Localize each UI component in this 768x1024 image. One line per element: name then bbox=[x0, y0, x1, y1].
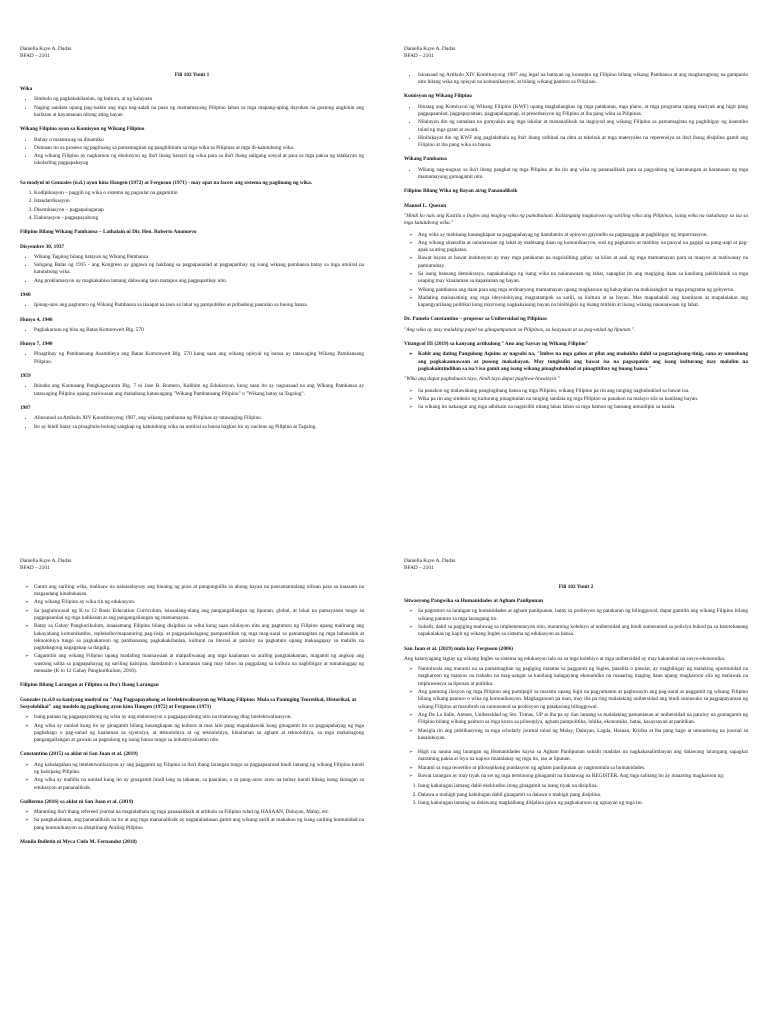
list-item: ➢ Masigla rin ang publikasyong sa mga scholarly journal tulad ng Malay, Daluyan, Lagda, Hasaan, Kritika at iba pang bago at umuusbong na journal sa kasalukuyan. bbox=[418, 728, 748, 743]
list-item: • Ibinaba ang Kautusang Pangkagawaran Blg. 7 ni Jose B. Romero, Kalihim ng Edukasyon, kung saan ito ay nagsasaad na ang Wikang Pambansa ay tatawaging Pilipino upang maiiwasan ang mahabang katawagang "Wikang Pambansang Pilipino" o "Wikang batay sa Tagalog". bbox=[34, 383, 364, 398]
arrow-list bbox=[404, 232, 748, 310]
author-section: BFAD – 2101 bbox=[20, 564, 50, 571]
document-page-3 bbox=[0, 512, 384, 1024]
section-heading: Sitwasyong Pangwika sa Humanidades at Agham Panlipunan bbox=[404, 598, 543, 605]
list-item: • Pinagtibay ng Pambansang Asambleya ang Batas Komonwelt Blg. 570 kung saan ang wikang opisyal ng bansa ay tatawaging Wikang Pambansang Pilipino. bbox=[34, 351, 364, 366]
list-item: • Ang wikang Filipino ay nagkaroon ng ebolusyon ng iba't ibang barayti ng wika para sa iba't ibang saligang sosyal at para sa mga paksa ng talakayan ng iskolarling pagpapahayag bbox=[34, 153, 364, 168]
document-page-4 bbox=[384, 512, 768, 1024]
bullet-list bbox=[20, 383, 364, 398]
list-item: • Dumaan ito sa proseso ng paglinang sa pamamagitan ng panghihiram sa mga wika sa Pilipinas at mga di-katutubong wika. bbox=[34, 145, 364, 152]
arrow-list bbox=[404, 666, 748, 742]
section-heading: Manila Bulletin ni Myca Cielo M. Fernandez (2018) bbox=[20, 839, 137, 846]
quote: "Wika ang dapat pagbubuoin tayo, hindi tayo dapat paghiwa-hiwalayin." bbox=[404, 376, 560, 383]
list-item: ➢ Ang De La Salle, Ateneo, Unibersidad ng Sto. Tomas, UP at iba pa ay ilan lamang sa malalaking pamantasan at unibersidad na patuloy na gumagamit ng Filipino bilang wikang panturo sa mga kurso sa pilosopiya, agham pampolitika, lohika, ekonomiks, batas, kasaysayan at panitikan. bbox=[418, 712, 748, 727]
arrow-list bbox=[20, 714, 364, 744]
section-heading: Manuel L. Quezon bbox=[404, 202, 447, 209]
author-name: Daniella Kaye A. Dudas bbox=[20, 46, 72, 52]
list-item: ➢ Sa panahon ng malawakang pangingibang bansa ng mga Pilipino, wikang Filipino pa rin ang tanging nagbubuklod sa bawat isa. bbox=[418, 388, 748, 395]
section-heading: Filipino Bilang Wika ng Bayan at/ng Pananaliksik bbox=[404, 188, 518, 195]
page-title: Fili 102 Yunit 1 bbox=[174, 71, 210, 78]
author-name: Daniella Kaye A. Dudas bbox=[404, 558, 456, 564]
list-item: 1. Isang kahulugan lamang dahil eksklusibo itong ginagamit sa isang tiyak na disiplina. bbox=[418, 783, 748, 790]
list-item: ➢ Sa isang bansang demokrasya, napakahalaga ng isang wika na naiunawaan ng lahat, sapagkat ito ang magiging daan sa kanilang pakikilahok sa mga usaping may kinalaman sa kapakanan ng bayan. bbox=[418, 271, 748, 286]
section-heading: Wikang Pambansa bbox=[404, 156, 447, 163]
list-item: ➢ Naniniwala ang marami na sa pamamagitan ng pagiging matatas sa paggamit ng Ingles, pasalita o pasulat, ay magbibigay ng malaking oportunidad na magkaroon ng maayos na trabaho na mag-aangat sa kanilang kalagayang ekonomiko na maaaring maging daan upang magkaroon sila ng malawak na impluwensya sa lipunan at politika. bbox=[418, 666, 748, 688]
list-item: ➢ Ang wika ay uunlad kung ito ay ginagamit bilang kasangkapan ng kultura at mas lalo pang mapalalawak kung ginagamit ito sa pagpapahayag ng mga pagbabago o pag-unlad ng kaalaman sa siyensiya, at teknolohiya at ng teknolohiya, kinalaman sa agham at teknolohiya, sa mga makabagong pangangailangan at gawain sa pagsulong ng isang bansa tungo sa industriyalisemo nito. bbox=[34, 723, 364, 745]
list-item: ➢ Subalit, dahil sa pagiging maluwag sa implementasyon nito, maraming kolehiyo at unibersidad ang hindi sumusunod sa polisiya bukod pa sa katotohanang napakalakas ng kapit ng wikang Ingles sa sistema ng edukasyon sa bansa. bbox=[418, 624, 748, 639]
list-item: 2. Istandardisasyon bbox=[34, 198, 364, 205]
list-item: ➢ Higit na nauna ang larangan ng Humanidades kaysa sa Agham Panlipunan subalit madalas na nagkakasalimbayan ang dalawang larangang sapagkat maraming paksa at isyu na kapwa tinatalakay ng mga ito, tao at lipunan. bbox=[418, 749, 748, 764]
page-title: Fili 102 Yunit 2 bbox=[558, 583, 594, 590]
document-page-2 bbox=[384, 0, 768, 512]
list-item: • Isinasaad ng Artikulo XIV Kontitusyong 1987 ang legal na batayan ng konsepto ng Filipino bilang wikang Pambansa at ang magkarugtong na gampanin nito bilang wika ng opisyal na komunikasyon, at bilang wikang panturo sa Pilipinas. bbox=[418, 72, 748, 87]
arrow-list bbox=[20, 762, 364, 792]
section-heading: Guillermo (2016) sa aklat ni San Juan et al. (2019) bbox=[20, 798, 134, 805]
list-item: ➢ Sa pagluluwasal ng K to 12 Basic Education Curriculum, isinaalang-alang ang pangangailangan ng lipunan, global, at lokal na pamayanan tungo sa pagpapaunlad ng mga kalikasan at ang pangangailangan ng mamamayan. bbox=[34, 608, 364, 623]
list-item: ➢ Isang paraan ng pagpapayabong ng wika ay ang elaborasyon o pagpapayabong nito na tinatawag ding intelektwalisasyon. bbox=[34, 714, 364, 721]
section-heading: Filipino Bilang Wikang Pambansa – Lathalain ni Dir. Hen. Roberto Anonuevo bbox=[20, 229, 197, 236]
section-heading: Gonzales (n.d.0 sa kaniyang modyul na "Ang Pagpapayabong at Intelektwalisasyon ng Wikang Filipino: Mula sa Paninging Teoretikal, Historikal, at Sosyolohikal" ang modelo ng paglinang ayon kina Haugen (1972) at Ferguson (1971) bbox=[20, 696, 357, 710]
list-item: ➢ Gamit ang sariling wika, malinaw na naisasalaysay ang hinaing ng puso at pangungulila sa ahong bayan na pansamantalang nilisan para sa inaasam na magandang kinabukasan. bbox=[34, 584, 364, 599]
list-item: 3. Isang kahulugan lamang sa dalawang magkaibang disiplina gawa ng pagkakaroon ng ugnayan ng mga ito. bbox=[418, 800, 748, 807]
section-heading: Wika bbox=[20, 86, 33, 93]
bullet-list bbox=[20, 96, 364, 119]
list-item: • Nilalayon din ng samahan na gumyakin ang mga iskolar at mananaliksik na itaguyod ang wikang Filipino sa pamamagitan ng pagbibigay ng insentibo tulad ng mga grant at award. bbox=[418, 119, 748, 134]
list-item: • Ang proklamasyon ay magkakabisa lamang dalawang taon matapos ang pagpapatibay nito. bbox=[34, 278, 364, 285]
bullet-list bbox=[20, 415, 364, 431]
author-name: Daniella Kaye A. Dudas bbox=[20, 558, 72, 564]
arrow-list bbox=[20, 809, 364, 832]
list-item: ➢ Ang wikang Filipino ay wika rin ng edukasyon. bbox=[34, 599, 364, 606]
author-section: BFAD – 2101 bbox=[20, 52, 50, 59]
list-item: 4. Elaborasyon - pagpapayabong bbox=[34, 215, 364, 222]
section-heading: Komisyon ng Wikang Filipino bbox=[404, 93, 472, 100]
author-name: Daniella Kaye A. Dudas bbox=[404, 46, 456, 52]
list-item: ➢ Wikang pambansa ang daan para ang mga ordinaryong mamamayan upang magkaroon ng kakayahan na makisangkot sa mga programa ng gobyerno. bbox=[418, 287, 748, 294]
date-heading: 1940 bbox=[20, 291, 31, 298]
bullet-list bbox=[20, 254, 364, 285]
list-item: ➢ Ang wika ay mabilis na uunlad kung ito ay ginagamit hindi lang sa tahanan, sa paaralan, o sa pang-araw araw na buhay kundi bilang isang larangan sa edukasyon at pananaliksik. bbox=[34, 777, 364, 792]
date-heading: Disyembre 30, 1937 bbox=[20, 243, 65, 250]
list-item: ➢ Gagamitin ang wikang Filipino upang madaling maunawaan at maipaliwanag ang mga kaalaman sa araling pangtalakaman, magamit ng angkop ang wastong salita sa pagpapahayag ng sariling kaisipan, damdamin o karanasan nang may lubos na paggalang sa kultura na nagbibigay at tumatanggap ng mensahe (K to 12 Gabay Pangkurikulum, 2016). bbox=[34, 653, 364, 675]
list-item: • Simbolo ng pagkakakilanlan, ng kultura, at ng kalayaan bbox=[34, 96, 364, 103]
list-item: 1. Kodipikasyon – paggili ng wika o sistema ng pagsulat na gagamitin bbox=[34, 190, 364, 197]
author-section: BFAD – 2101 bbox=[404, 52, 434, 59]
bullet-list bbox=[20, 351, 364, 366]
date-heading: 1959 bbox=[20, 373, 31, 380]
list-item: ➢ Maraming iba't ibang refereed journal na maglalathala ng mga pananaliksik at artikulo sa Filipino tulad ng HASAAN, Daluyan, Malay, etc. bbox=[34, 809, 364, 816]
bullet-list bbox=[20, 327, 364, 334]
author-block bbox=[404, 558, 748, 572]
list-item: • Wikang nag-uugnay sa iba't ibang pangkat ng mga Pilipino at ito rin ang wika ng pananaliksik para sa pagyabong ng karunungan at karanasan ng mga mamamayang gumagamit nito. bbox=[418, 167, 748, 182]
list-item: ➢ Wika pa rin ang simbolo ng kulturang pinagmulan na tanging sandata ng mga Pilipino sa panahon na malayo sila sa kanilang bayan. bbox=[418, 396, 748, 403]
author-block bbox=[20, 46, 364, 60]
arrow-list bbox=[404, 749, 748, 780]
list-item: • Wikang Tagalog bilang batayan ng Wikang Pambansa bbox=[34, 254, 364, 261]
paragraph: Ang katanyagang taglay ng wikang Ingles sa sistema ng edukasyon lalo na sa mga kolehiyo at mga unibersidad ay may kakambal na sosyo-ekonomiko. bbox=[404, 655, 726, 662]
list-item: • Ito ay hindi batay sa pinagbulo-bulong sangkap ng katutubong wika na umiiral sa bansa bagkus ito ay nucleus ng Pilipino at Tagalog. bbox=[34, 424, 364, 431]
author-block bbox=[20, 558, 364, 572]
arrow-list bbox=[404, 388, 748, 412]
quote: "Hindi ko nais ang Kastila o Ingles ang maging wika ng pamahalaan. Kailangang magkaroon ng sariling wika ang Pilipinas, isang wika na nakabatay sa isa sa mga katutubong wika." bbox=[404, 212, 748, 227]
list-item: • Saligang Batas ng 1935 - ang Kongreso ay gagawa ng hakbang sa pagpapaunlad at pagpapatibay ng isang wikang pambansa batay sa mga umiiral na katutubong wika. bbox=[34, 262, 364, 277]
section-heading: Sa modyul ni Gonzales (n.d.) ayon kina Haugen (1972) at Ferguson (1971) - may apat na facets ang sistema ng paglinang ng wika. bbox=[20, 179, 313, 186]
list-item: ➢ Sa pagtuturo sa larangan ng humanidades at agham panlipunan, batay sa probisyon ng patakaran ng bilingguwal, dapat gamitin ang wikang Filipino bilang wikang panturo sa mga larangang ito. bbox=[418, 608, 748, 623]
bullet-list bbox=[404, 72, 748, 87]
section-heading: Filipino Bilang Larangan at Filipino sa Iba't Ibang Larangan bbox=[20, 682, 159, 689]
numbered-list bbox=[20, 190, 364, 222]
list-item: • Pagkakaroon ng bisa ng Batas Komonwelt Blg. 570 bbox=[34, 327, 364, 334]
list-item: 2. Dalawa o mahigit pang kahulugan dahil ginagamit sa dalawa o mahigit pang disiplina. bbox=[418, 792, 748, 799]
section-heading: Vitangcol III (2019) sa kanyang artikulong "Ano ang Saysay ng Wikang Filipino" bbox=[404, 341, 589, 348]
list-item: 3. Diseminasyon – pagpapalaganap bbox=[34, 207, 364, 214]
document-page-1 bbox=[0, 0, 384, 512]
section-heading: Constantino (2015) sa aklat ni San Juan et al. (2019) bbox=[20, 751, 138, 758]
arrow-list bbox=[404, 608, 748, 638]
date-heading: 1987 bbox=[20, 404, 31, 411]
arrow-list bbox=[20, 584, 364, 676]
date-heading: Hunyo 4, 1946 bbox=[20, 316, 53, 323]
list-item: ➢ Ang wikang sinasalita at naiunawaan ng lahat ay mabisang daan ng komunikasyon, susi ng pagkatuto at matibay na panyal na gagapi sa pang-aapi at pag-apak sa ating pagkatao. bbox=[418, 240, 748, 255]
author-section: BFAD – 2101 bbox=[404, 564, 434, 571]
section-heading: Dr. Pamela Constantino – propesor sa Unibersidad ng Pilipinas bbox=[404, 316, 547, 323]
list-item: • Buhay o matatawag na dinamiko bbox=[34, 137, 364, 144]
list-item: ➢ Ang wika ay mabisang kasangkapan sa pagpapahayag ng damdamin at opinyon gayundin sa pagtanggap at pagbibigay ng impormasyon. bbox=[418, 232, 748, 239]
numbered-list bbox=[404, 783, 748, 807]
list-item: ➢ Bawat bayan at bawat institusyon ay may mga patakaran na nagsisilbing gabay sa kilos at asal ng mga mamamayan para sa maayos at matiwasay na pamumuhay. bbox=[418, 255, 748, 270]
list-item: • Hinihikayat din ng KWF ang paglalathala ng iba't ibang orihinal na obra at teksbuk at mga materyales na reperensiya sa iba't ibang disiplina gamit ang Filipino at iba pang wika sa bansa. bbox=[418, 135, 748, 150]
list-item: • Ipinag-utos ang pagtuturo ng Wikang Pambansa sa ikaapat na taon sa lahat ng pampubliko at pribadong paaralan sa buong bansa. bbox=[34, 302, 364, 309]
arrow-list bbox=[404, 351, 748, 373]
date-heading: Hunyo 7, 1940 bbox=[20, 341, 53, 348]
list-item: ➢ Sa pangkalahatan, ang pananaliksik na ito at ang mga mananaliksik ay nagtatalastasan gamit ang wikang sarili at makabuo ng isang sariling komunidad na pang komunikasyon sa disiplinang Araling Pilipino bbox=[34, 817, 364, 832]
list-item: ➢ Madaling maisasatinig ang mga ideyolohiyang magtatampok sa sarili, sa kultura at sa bayan. Mas mapadadali ang kaunlaran at mapalalakas ang kapangyarihang politikal kung mayroong nagkakaisang bayan na binibigkis ng iisang mithiin at iisang wikang nauunawaan ng lahat. bbox=[418, 295, 748, 310]
list-item: ➢ Sa wikang ito nakaugat ang mga adhikain na nagsisilbi nilang lakas laban sa mga hamon ng bansang umuulipin sa kanila. bbox=[418, 404, 748, 411]
quote: "Ang wika ay may malaking papel na ginagampanan sa Pilipinas, sa kaayusan at sa pag-unlad ng lipunan.". bbox=[404, 326, 636, 333]
list-item: ➢ Ang kahalagahan ng intelektwalisasyon ay ang paggamit ng Filipino sa iba't ibang larangan tungo sa pagpapaunlad hindi lamang ng wikang Filipino kundi ng kaisipang Pilipino. bbox=[34, 762, 364, 777]
author-block bbox=[404, 46, 748, 60]
bullet-list bbox=[20, 137, 364, 168]
section-heading: Wikang Filipino ayon sa Komisyon ng Wikang Filipino bbox=[20, 126, 145, 133]
section-heading: San Juan et al. (2019) mula kay Ferguson (2006) bbox=[404, 645, 514, 652]
bullet-list bbox=[404, 104, 748, 150]
list-item: ➢ Batay sa Gabay Pangkurikulum, inaasamang Filipino bilang disiplina sa wika kung saan nilalayon nito ang pagtuturo ng Filipino upang malinang ang kakayahang komunikatibo, repleksibo/mapanuring pag-iisip, at pagpapahalagang pampanitikan ng mga mag-aaral sa pamamagitan ng mga babasahin at teknolohiya tungo sa pagkakaroon ng pambansang pagkakakilanlan, kultural na literasi at patuloy na pagkatuto upang makaagapay sa mabilis na pagbabagong nagaganap sa daigdig. bbox=[34, 623, 364, 652]
list-item: ➢ Marami sa mga teoretiko at pilosopikong pundasyon ng agham panlipunan ay nagmumula sa humanidades. bbox=[418, 765, 748, 772]
list-item: ➢ Ang ganitong ilusyon ng mga Pilipino ang pumipigil sa marami upang higit na pagyamanin at paghusayin ang pag-aaral at paggamit ng wikang Filipino bilang wikang panturo o wika ng komunikasyon. Magkaganoon pa man, may iba pa ring malalaking unibersidad ang hindi sumusuko sa pagpapayaman ng wikang Filipino at marubrob na sumusunod sa probisyon ng patakarang bilingguwal. bbox=[418, 689, 748, 711]
list-item: • Itinatag ang Komisyon ng Wikang Filipino (KWF) upang magbalangkas ng mga patakaran, mga plano, at mga programa upang matiyak ang higit pang pagpapaunlad, pagpapayaman, pagpapalaganap, at preserbasyon ng Filipino at iba pang wika sa Pilipinas. bbox=[418, 104, 748, 119]
list-item: ➢ Kahit ang dating Pangulong Aquino ay nagsabi na, "Imbes na mga gahos at pilat ang makukha dahil sa pagtatagisang-tinig, sana ay umusbong ang pagkakaunawaan at pusong makabayan. May tungkulin ang bawat isa na pagsapanin ang isang kulturang may malalim na pagkakaintindihan sa isa't isa gamit ang isang wikang pinagbubuklod at pinagtitibay ng buong bansa." bbox=[418, 351, 748, 373]
list-item: • Naging sandata upang pag-isahin ang mga nag-aalab na puso ng mamamayang Pilipino laban sa mga mapang-aping dayuhan na gustong angkinin ang kariktan at kayamanan nitong ating bayan bbox=[34, 105, 364, 120]
list-item: ➢ Bawat larangan ay may tiyak na set ng mga terminong ginagamit na tinatawag na REGISTER. Ang mga salitang ito ay maaaring magkaroon ng: bbox=[418, 773, 748, 780]
bullet-list bbox=[20, 302, 364, 309]
bullet-list bbox=[404, 167, 748, 182]
list-item: • Alinsunod sa Artikulo XIV Konstitusyong 1987, ang wikang pambansa ng Pilipinas ay tatawaging Filipino. bbox=[34, 415, 364, 422]
